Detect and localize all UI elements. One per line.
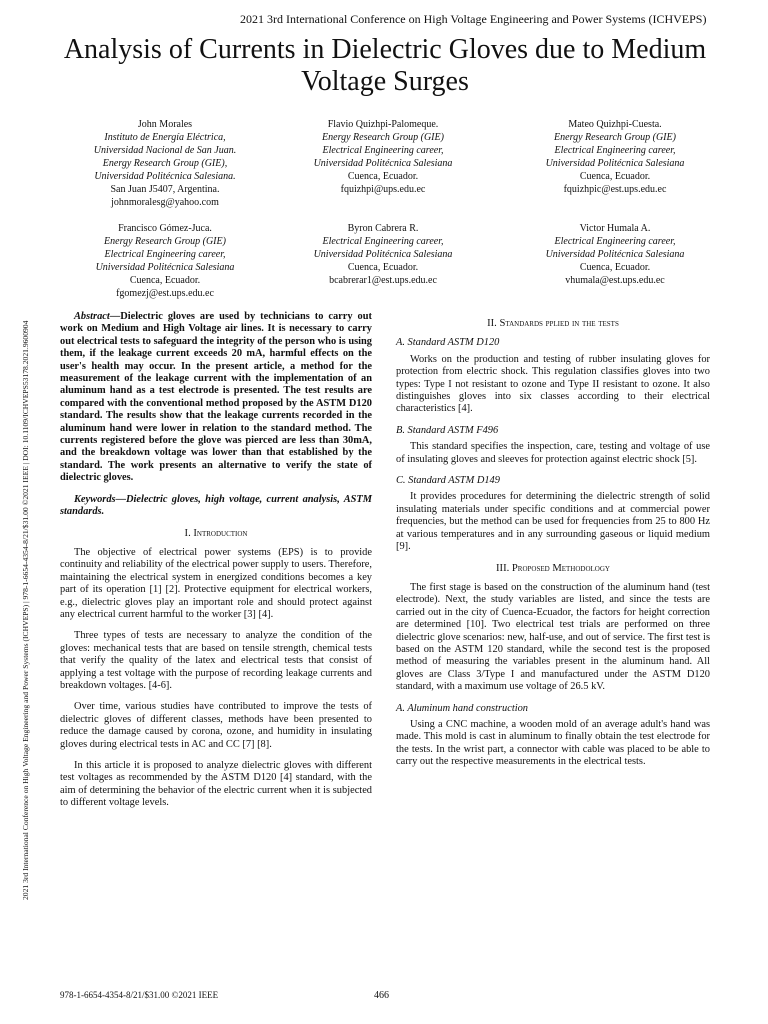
author-3 — [500, 118, 730, 196]
author-affiliation: Electrical Engineering career, — [554, 145, 676, 156]
abstract — [60, 311, 372, 485]
side-doi-text: 2021 3rd International Conference on High Voltage Engineering and Power Systems (ICHVEPS) | 978-1-6654-4354-8/21/$31.00 ©2021 IEEE | DOI: 10.1109/ICHVEPS53178.2021.9600904 — [21, 320, 30, 900]
author-affiliation: Electrical Engineering career, — [104, 249, 226, 260]
side-doi-note — [8, 140, 30, 900]
author-affiliation: Instituto de Energía Eléctrica, — [104, 132, 226, 143]
author-affiliation: Universidad Politécnica Salesiana — [545, 249, 685, 260]
author-5 — [268, 222, 498, 287]
author-location: Cuenca, Ecuador. — [129, 275, 201, 286]
author-affiliation: Energy Research Group (GIE) — [322, 132, 444, 143]
subsection-heading: B. Standard ASTM F496 — [396, 424, 499, 436]
author-affiliation: Universidad Politécnica Salesiana — [313, 158, 453, 169]
author-4 — [50, 222, 280, 300]
author-affiliation: Universidad Politécnica Salesiana — [95, 262, 235, 273]
abstract-label: Abstract — [74, 311, 110, 322]
author-affiliation: Universidad Nacional de San Juan. — [93, 145, 237, 156]
keywords: Keywords—Dielectric gloves, high voltage, current analysis, ASTM standards. — [60, 493, 372, 518]
author-email: johnmoralesg@yahoo.com — [111, 197, 219, 208]
author-name: Mateo Quizhpi-Cuesta. — [568, 119, 662, 130]
author-location: Cuenca, Ecuador. — [579, 171, 651, 182]
author-name: Byron Cabrera R. — [347, 223, 419, 234]
paragraph: The objective of electrical power systems (EPS) is to provide continuity and reliability of the electrical power supply to users. Therefore, maintaining the electrical system in energized conditions becomes a key part of its operation [1] [2]. Protective equipment for electrical workers, e.g., dielectric gloves play an important role and should protect against any electrical current harmful to the worker [3] [4]. — [60, 546, 373, 620]
author-name: Francisco Gómez-Juca. — [118, 223, 212, 234]
paragraph: Using a CNC machine, a wooden mold of an average adult's hand was made. This mold is cast in aluminum to finally obtain the test electrode for the tests. In the wrist part, a connector with cable was placed to be able to carry out the respective measurements in the electrical tests. — [396, 718, 710, 768]
author-location: Cuenca, Ecuador. — [579, 262, 651, 273]
author-affiliation: Electrical Engineering career, — [322, 145, 444, 156]
author-1 — [50, 118, 280, 209]
paragraph: Over time, various studies have contributed to improve the tests of dielectric gloves of different classes, methods have been presented to reduce the damage caused by corona, ozone, and humidity in insulating gloves during electrical tests in AC and CC [7] [8]. — [60, 701, 372, 750]
author-email: fquizhpic@est.ups.edu.ec — [563, 184, 667, 195]
paragraph: It provides procedures for determining the dielectric strength of solid insulating materials under specific conditions and at commercial power frequencies, but the method can be used for frequencies from 25 to 800 Hz at various temperatures and in any surrounding gaseous or liquid medium [9]. — [396, 491, 710, 553]
author-email: vhumala@est.ups.edu.ec — [565, 275, 665, 286]
abstract-text: —Dielectric gloves are used by technicians to carry out work on Medium and High Voltage air lines. It is necessary to carry out electrical tests to safeguard the integrity of the person who is using them, if the leakage current exceeds 20 mA, harmful effects on the user's health may occur. In the present article, a method for the measurement of the leakage current with the implementation of an aluminum hand as a test electrode is presented. The test results are compared with the conventional method proposed by the ASTM D120 standard. The results show that the leakage currents recorded in the aluminum hand were lower in relation to the standard method. The currents registered before the glove was pierced are less than 30mA, and the breakdown voltage was lower than that established by the standard. The work presents an alternative to verify the state of dielectric gloves. — [60, 311, 372, 484]
author-name: John Morales — [137, 119, 193, 130]
author-affiliation: Energy Research Group (GIE) — [554, 132, 676, 143]
subsection-heading: A. Aluminum hand construction — [396, 702, 528, 714]
section-heading: III. Proposed Methodology — [496, 562, 610, 574]
author-email: bcabrerar1@est.ups.edu.ec — [329, 275, 437, 286]
author-6 — [500, 222, 730, 287]
subsection-heading: A. Standard ASTM D120 — [396, 337, 500, 349]
paragraph: This standard specifies the inspection, care, testing and voltage of use of insulating gloves and sleeves for protection against electric shock [5]. — [396, 441, 710, 465]
author-location: Cuenca, Ecuador. — [347, 171, 419, 182]
paragraph: The first stage is based on the construction of the aluminum hand (test electrode). Next, the study variables are listed, and since the tests are carried out in the city of Cuenca-Ecuador, the factors for height correction are determined [10]. Two electrical test trials are performed on three dielectric glove scenarios: new, half-use, and out of service. The first test is based on the ASTM 120 standard, while the second test is the proposed method of measuring the variables present in the aluminum hand. All gloves are Class 3/Type I and manufactured under the ASTM D120 standard, with a maximum use voltage of 26.5 kV. — [396, 581, 710, 693]
footer-copyright: 978-1-6654-4354-8/21/$31.00 ©2021 IEEE — [60, 990, 219, 1000]
page-number: 466 — [374, 990, 389, 1001]
author-name: Victor Humala A. — [579, 223, 651, 234]
paper-title: Analysis of Currents in Dielectric Gloves due to Medium Voltage Surges — [63, 34, 707, 97]
author-affiliation: Universidad Politécnica Salesiana — [545, 158, 685, 169]
paragraph: In this article it is proposed to analyze dielectric gloves with different test voltages as recommended by the ASTM D120 [4] standard, with the aim of determining the behavior of the electric current when it is subjected to different voltage levels. — [60, 760, 372, 809]
paragraph: Works on the production and testing of rubber insulating gloves for protection from electric shock. This regulation classifies gloves into two types: Type I not resistant to ozone and Type II resistant to ozone. It also distinguishes gloves into six classes according to their electrical characteristics [4]. — [396, 353, 710, 415]
right-column — [396, 314, 710, 778]
subsection-heading: C. Standard ASTM D149 — [396, 475, 500, 487]
author-email: fgomezj@est.ups.edu.ec — [116, 288, 214, 299]
author-location: San Juan J5407, Argentina. — [110, 184, 220, 195]
author-affiliation: Energy Research Group (GIE), — [102, 158, 228, 169]
paragraph: Three types of tests are necessary to analyze the condition of the gloves: mechanical tests that are based on tensile strength, chemical tests that verify the quality of the latex and electrical tests that consist of applying a test voltage with the purpose of recording leakage currents and breakdown voltages. [4-6]. — [60, 630, 372, 691]
left-column — [60, 311, 372, 819]
author-affiliation: Electrical Engineering career, — [554, 236, 676, 247]
author-affiliation: Universidad Politécnica Salesiana — [313, 249, 453, 260]
author-name: Flavio Quizhpi-Palomeque. — [327, 119, 439, 130]
section-heading: I. Introduction — [184, 527, 248, 539]
author-affiliation: Electrical Engineering career, — [322, 236, 444, 247]
author-location: Cuenca, Ecuador. — [347, 262, 419, 273]
author-2 — [268, 118, 498, 196]
section-heading: II. Standards pplied in the tests — [487, 318, 619, 329]
author-affiliation: Universidad Politécnica Salesiana. — [94, 171, 236, 182]
author-email: fquizhpi@ups.edu.ec — [340, 184, 426, 195]
author-affiliation: Energy Research Group (GIE) — [104, 236, 226, 247]
conference-header: 2021 3rd International Conference on High Voltage Engineering and Power Systems (ICHVEPS) — [240, 12, 707, 26]
